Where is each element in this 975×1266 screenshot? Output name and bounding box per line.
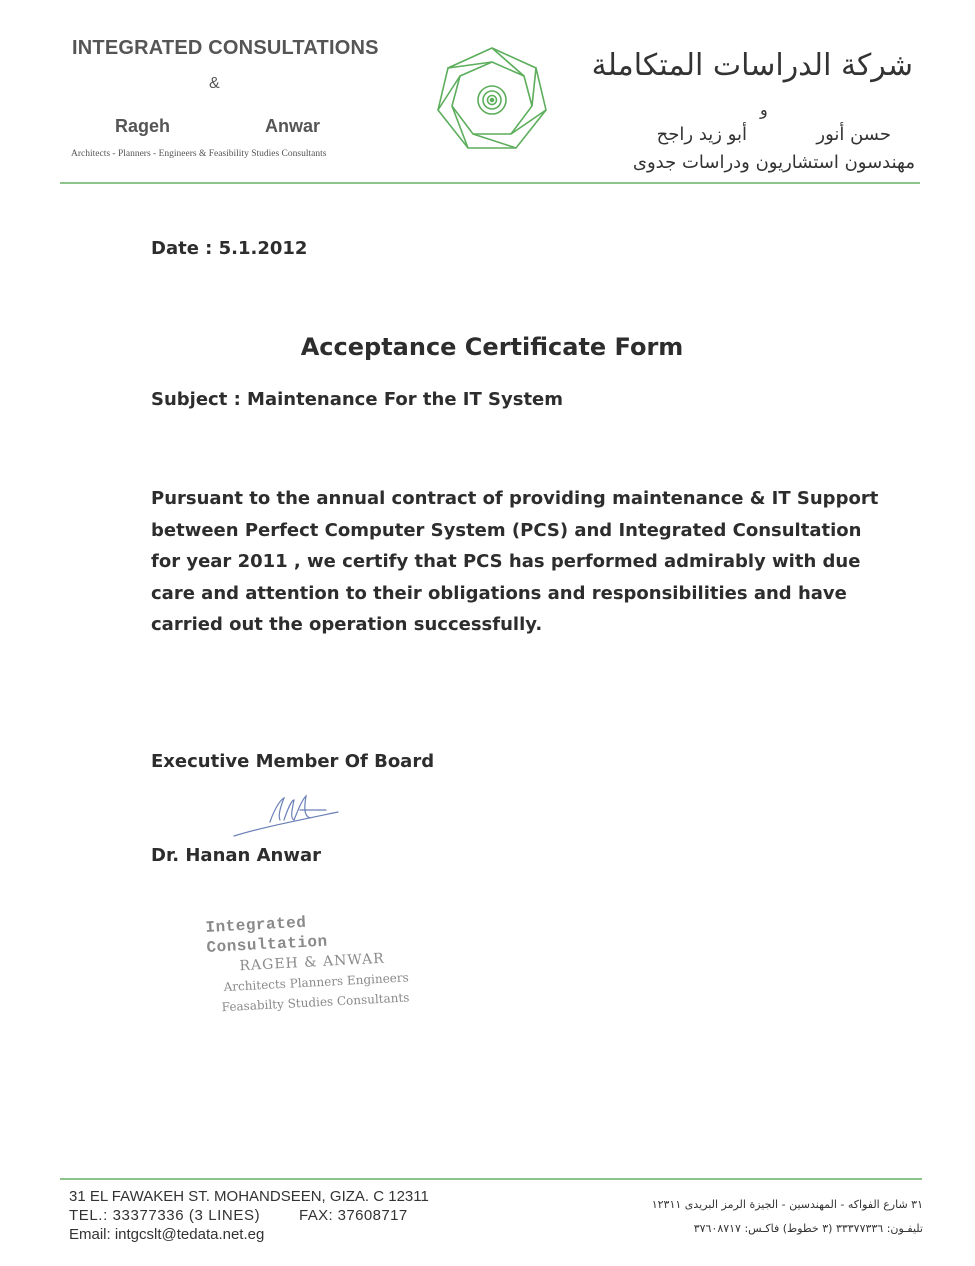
company-name-en: INTEGRATED CONSULTATIONS <box>72 37 379 59</box>
footer-fax: FAX: 37608717 <box>299 1207 408 1224</box>
ampersand: & <box>209 75 220 92</box>
stamp-line: Feasabilty Studies Consultants <box>221 990 410 1015</box>
footer-address-ar: ٣١ شارع الفواكه - المهندسين - الجيزة الرمز البريدى ١٢٣١١ <box>651 1198 923 1211</box>
document-title: Acceptance Certificate Form <box>300 333 684 361</box>
body-paragraph <box>151 483 878 641</box>
tagline-ar: مهندسون استشاريون ودراسات جدوى <box>632 152 915 173</box>
body-line: carried out the operation successfully. <box>151 614 543 635</box>
stamp-line: RAGEH & ANWAR <box>239 950 386 975</box>
footer-address: 31 EL FAWAKEH ST. MOHANDSEEN, GIZA. C 12311 <box>69 1188 429 1205</box>
company-name-ar: شركة الدراسات المتكاملة <box>591 48 913 83</box>
signatory-name: Dr. Hanan Anwar <box>151 845 322 866</box>
body-line: between Perfect Computer System (PCS) and Integrated Consultation <box>151 519 862 541</box>
footer-rule <box>60 1178 922 1180</box>
header-rule <box>60 182 920 184</box>
document-subject: Subject : Maintenance For the IT System <box>151 389 564 410</box>
company-logo <box>432 44 552 156</box>
body-line: Pursuant to the annual contract of providing maintenance & IT Support <box>151 488 879 509</box>
footer-tel: TEL.: 33377336 (3 LINES) <box>69 1207 261 1224</box>
signature <box>230 792 350 840</box>
partner-name-right: Anwar <box>265 116 321 136</box>
signatory-role: Executive Member Of Board <box>151 751 435 772</box>
and-ar: و <box>760 100 768 119</box>
stamp-line: Architects Planners Engineers <box>223 970 410 995</box>
partner-name-left: Rageh <box>115 116 171 136</box>
tagline-en: Architects - Planners - Engineers & Feasibility Studies Consultants <box>71 149 327 159</box>
body-line: care and attention to their obligations and responsibilities and have <box>151 582 847 604</box>
partner-name-ar-left: أبو زيد راجح <box>656 124 747 145</box>
footer-phone-ar: تليفـون: ٣٣٣٧٧٣٣٦ (٣ خطوط) فاكـس: ٣٧٦٠٨٧١٧ <box>693 1222 923 1235</box>
body-line: for year 2011 , we certify that PCS has performed admirably with due <box>151 551 861 572</box>
partner-name-ar-right: حسن أنور <box>816 124 891 145</box>
footer-email: Email: intgcslt@tedata.net.eg <box>69 1226 265 1243</box>
company-stamp <box>205 906 440 1018</box>
stamp-line: Integrated Consultation <box>205 913 329 957</box>
document-date: Date : 5.1.2012 <box>151 238 308 259</box>
